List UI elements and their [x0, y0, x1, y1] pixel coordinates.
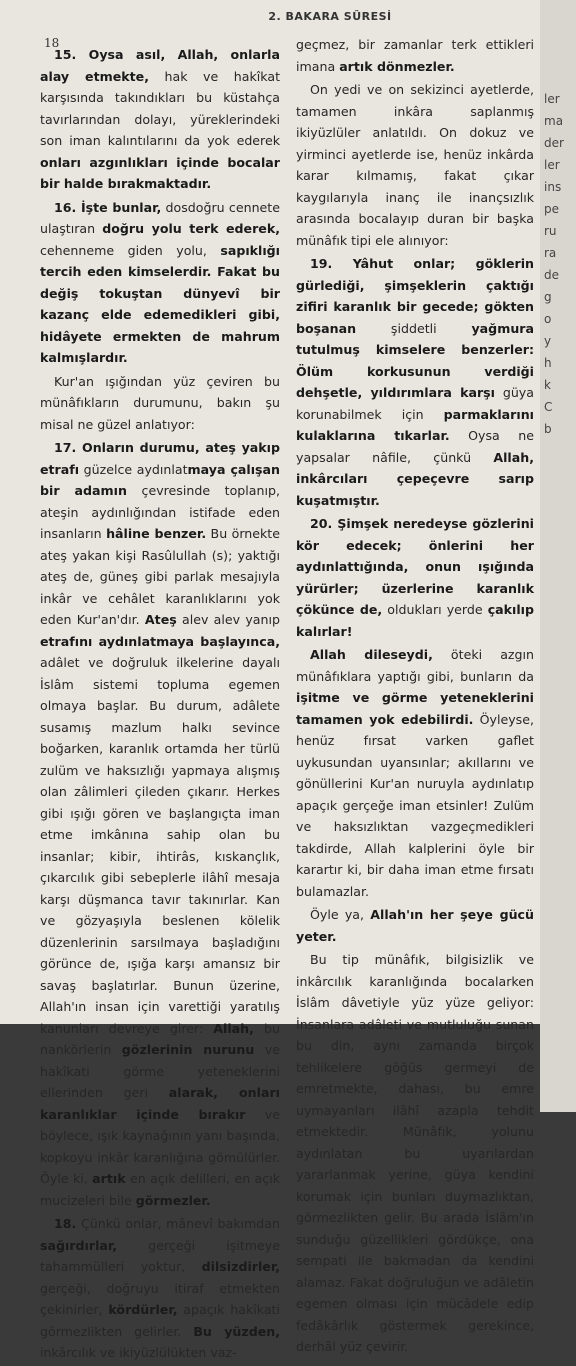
text: Oysa ne yapsalar nâfile, çünkü	[296, 428, 534, 465]
bold-text: sağırdırlar,	[40, 1237, 118, 1253]
text: Bu örnekte ateş yakan kişi Rasûlullah (s); yaktığı ateş de, güneş gibi parlak mesajıyla inkâr ve cehâlet karanlıklarını yok eden Kur'an'dır.	[40, 526, 280, 627]
bold-text: parmaklarını kulaklarına tıkarlar.	[296, 406, 534, 443]
bold-text: Allah, inkârcıları çepeçevre sarıp kuşatmıştır.	[296, 449, 534, 508]
bold-text: kördürler,	[108, 1302, 178, 1317]
bold-text: gözlerinin nurunu	[121, 1042, 255, 1057]
text: hak ve hakîkat karşısında takındıkları bu küstahça tavırlarından dolayı, yüreklerindeki son iman kalıntılarını da yok ederek	[40, 68, 281, 148]
bold-text: Allah dileseydi,	[310, 647, 433, 662]
bold-text: 19. Yâhut onlar; göklerin gürlediği, şimşeklerin çaktığı zifiri karanlık bir gecede; gökten boşanan	[296, 256, 534, 336]
edge-fragment: b	[544, 422, 552, 436]
text: apaçık hakîkati görmezlikten gelirler.	[40, 1302, 280, 1339]
page-header: 2. BAKARA SÛRESİ	[268, 10, 392, 23]
edge-fragment: ler	[544, 158, 560, 172]
paragraph	[296, 253, 534, 511]
paragraph	[296, 79, 534, 251]
edge-fragment: ru	[544, 224, 557, 238]
text: oldukları yerde	[382, 602, 488, 617]
edge-fragment: ler	[544, 92, 560, 106]
paragraph	[40, 44, 280, 195]
bold-text: 16. İşte bunlar,	[54, 199, 162, 215]
text: Çünkü onlar, mânevî bakımdan	[76, 1216, 280, 1231]
paragraph	[296, 949, 534, 1358]
edge-fragment: ma	[544, 114, 564, 128]
edge-fragment: de	[544, 268, 559, 282]
bold-text: doğru yolu terk ederek,	[102, 221, 281, 236]
left-column	[40, 44, 280, 1366]
edge-fragment: y	[544, 334, 552, 348]
edge-fragment: g	[544, 290, 552, 304]
bold-text: Allah,	[213, 1020, 254, 1036]
bold-text: artık	[92, 1171, 126, 1186]
text: cehenneme giden yolu,	[40, 242, 221, 258]
text: şiddetli	[356, 320, 472, 336]
edge-fragment: k	[544, 378, 551, 392]
edge-fragment: o	[544, 312, 552, 326]
paragraph	[40, 371, 280, 436]
text: gerçeği işitmeye tahammülleri yoktur,	[40, 1237, 280, 1274]
text: dosdoğru cennete ulaştıran	[40, 199, 280, 236]
bold-text: yağmura tutulmuş kimselere benzerler: Ölüm korkusunun verdiği dehşetle, yıldırımlara karşı	[296, 320, 534, 400]
text: Bu tip münâfık, bilgisizlik ve inkârcılık karanlığında bocalarken İslâm dâvetiyle yüz yüze geliyor: İnsanlara adâleti ve mutluluğu sunan bu din, aynı zamanda birçok tehlikelere göğüs germeyi de emretmekte, dahası, bu emre uymayanları ilâhî azapla tehdit etmektedir. Münâfık, yolunu aydınlatan bu uyarılardan yararlanmak yerine, güya kendini korumak için bunları duymazlıktan, görmezlikten gelir. Bu arada İslâm'ın sunduğu güzellikleri gördükçe, ona sempati ile bakmadan da kendini alamaz. Fakat doğruluğun ve adâletin egemen olması için mücâdele edip fedâkârlık göstermek gerekince, derhâl yüz çevirir.	[296, 952, 534, 1354]
bold-text: Allah'ın her şeye gücü yeter.	[296, 907, 534, 944]
text: gerçeği, doğruyu itiraf etmekten çekinirler,	[40, 1280, 280, 1317]
bold-text: 17. Onların durumu, ateş yakıp etrafı	[40, 440, 280, 477]
bold-text: dilsizdirler,	[201, 1259, 280, 1274]
bold-text: hâline benzer.	[106, 526, 207, 541]
edge-fragment: ra	[544, 246, 557, 260]
bold-text: işitme ve görme yeteneklerini tamamen yok edebilirdi.	[296, 690, 534, 727]
text: adâlet ve doğruluk ilkelerine dayalı İslâm sistemi topluma egemen olmaya başlar. Bu durum, adâlete susamış mazlum halkı sevince boğarken, karanlık ortamda her türlü zulüm ve haksızlığı yapmaya alışmış olan zâlimleri çileden çıkarır. Herkes gibi ışığı gören ve başlangıçta iman etme imkânına sahip olan bu insanlar; kibir, ihtirâs, kıskançlık, çıkarcılık gibi sebeplerle ilâhî mesaja karşı düşmanca tavır takınırlar. Kan ve gözyaşıyla beslenen kölelik düzenlerinin sarsılmaya başladığını görünce de, ışığa karşı amansız bir savaş başlatırlar. Bunun üzerine, Allah'ın insan için varettiği yaratılış kanunları devreye girer:	[40, 655, 280, 1036]
bold-text: onları azgınlıkları içinde bocalar bir halde bırakmaktadır.	[40, 154, 280, 191]
text: ve hakîkati görme yeteneklerini ellerinden geri	[40, 1042, 280, 1100]
bold-text: etrafını aydınlatmaya başlayınca,	[40, 633, 280, 649]
bold-text: alarak, onları karanlıklar içinde bırakır	[40, 1085, 280, 1122]
edge-fragment: der	[544, 136, 564, 150]
bold-text: görmezler.	[135, 1192, 211, 1208]
text: On yedi ve on sekizinci ayetlerde, tamamen inkâra saplanmış ikiyüzlüler anlatıldı. On dokuz ve yirminci ayetlerde ise, henüz inkârda karar kılmamış, fakat çıkar kaygılarıyla inanç ile inançsızlık arasında bocalayıp duran bir başka münâfık tipi ele alınıyor:	[296, 82, 534, 248]
bold-text: Ateş	[144, 612, 177, 627]
paragraph	[296, 644, 534, 902]
bold-text: maya çalışan bir adamın	[40, 461, 281, 498]
paragraph	[40, 197, 280, 369]
right-column	[296, 34, 534, 1360]
text: güzelce aydınlat	[79, 461, 188, 477]
paragraph	[40, 437, 280, 1211]
bold-text: 20. Şimşek neredeyse gözlerini kör edecek; önlerini her aydınlattığında, onun ışığında yürürler; üzerlerine karanlık çökünce de,	[296, 516, 534, 617]
page-number: 18	[44, 36, 60, 50]
edge-fragment: C	[544, 400, 553, 414]
edge-fragment: pe	[544, 202, 559, 216]
bold-text: artık dönmezler.	[339, 58, 455, 74]
text: öteki azgın münâfıklara yaptığı gibi, bunların da	[296, 647, 534, 684]
next-page-edge	[540, 0, 576, 1112]
text: geçmez, bir zamanlar terk ettikleri imana	[296, 37, 534, 74]
text: Öyle ya,	[310, 907, 371, 922]
text: güya korunabilmek için	[296, 385, 534, 422]
bold-text: 15. Oysa asıl, Allah, onlarla alay etmekte,	[40, 47, 280, 84]
edge-fragment: ins	[544, 180, 562, 194]
text: en açık delilleri, en açık mucizeleri bile	[40, 1171, 280, 1208]
text: çevresinde toplanıp, ateşin aydınlığından istifade eden insanların	[40, 483, 281, 541]
text: Öyleyse, henüz fırsat varken gaflet uykusundan uyansınlar; akıllarını ve gönüllerini Kur'an nuruyla aydınlatıp apaçık gerçeğe iman etsinler! Zulüm ve haksızlıktan vazgeçmedikleri takdirde, Allah kalplerini öyle bir karartır ki, bir daha iman etme fırsatı bulamazlar.	[296, 711, 534, 899]
bold-text: 18.	[54, 1216, 77, 1231]
edge-fragment: h	[544, 356, 552, 370]
paragraph	[296, 904, 534, 947]
text: bu nankörlerin	[40, 1020, 280, 1057]
text: alev alev yanıp	[176, 612, 280, 627]
bold-text: Bu yüzden,	[193, 1323, 281, 1339]
paragraph	[40, 1213, 280, 1364]
text: Kur'an ışığından yüz çeviren bu münâfıkların durumunu, bakın şu misal ne güzel anlatıyor:	[40, 373, 280, 432]
paragraph	[296, 513, 534, 642]
text: inkârcılık ve ikiyüzlülükten vaz-	[40, 1345, 237, 1360]
bold-text: sapıklığı tercih eden kimselerdir. Fakat bu değiş tokuştan dünyevî bir kazanç elde edemedikleri gibi, hidâyete ermekten de mahrum kalmışlardır.	[40, 242, 280, 365]
text: ve böylece, ışık kaynağının yanı başında, kopkoyu inkâr karanlığına gömülürler. Öyle ki,	[40, 1106, 280, 1186]
bold-text: çakılıp kalırlar!	[296, 602, 534, 639]
paragraph	[296, 34, 534, 77]
